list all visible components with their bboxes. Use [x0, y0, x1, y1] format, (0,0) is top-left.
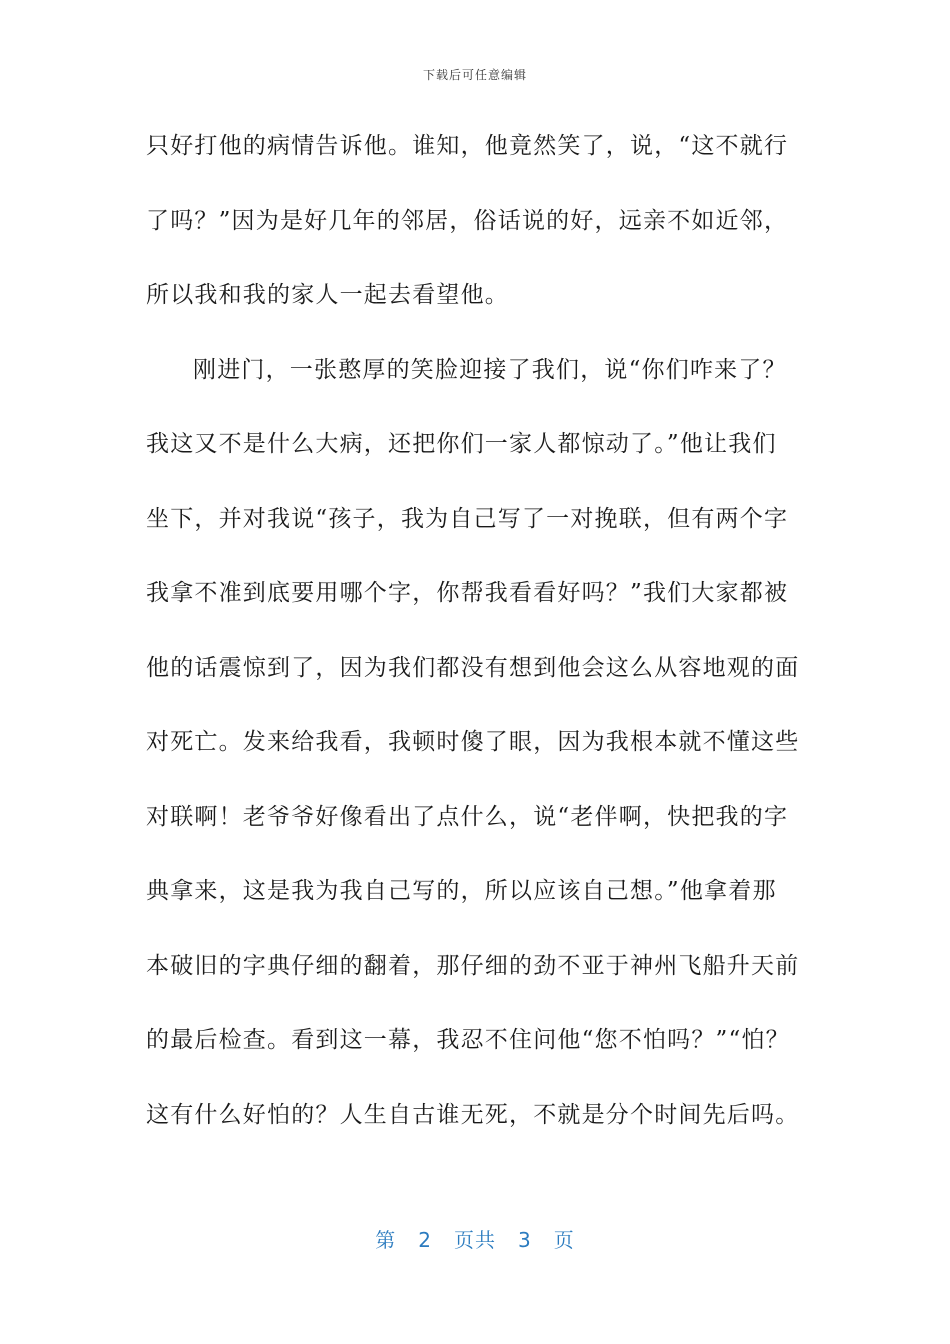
text-line: 坐下，并对我说“孩子，我为自己写了一对挽联，但有两个字 — [146, 505, 789, 532]
text-line: 只好打他的病情告诉他。谁知，他竟然笑了，说，“这不就行 — [146, 133, 789, 159]
page-footer — [0, 1224, 950, 1253]
text-line: 他的话震惊到了，因为我们都没有想到他会这么从容地观的面 — [146, 654, 800, 681]
footer-prefix: 第 — [375, 1228, 397, 1252]
text-line: 对死亡。发来给我看，我顿时傻了眼，因为我根本就不懂这些 — [146, 729, 800, 755]
text-line: 对联啊！老爷爷好像看出了点什么，说“老伴啊，快把我的字 — [146, 803, 789, 830]
footer-suffix: 页 — [553, 1228, 575, 1252]
text-line-paragraph-start: 刚进门，一张憨厚的笑脸迎接了我们，说“你们咋来了？ — [193, 356, 787, 383]
body-text — [146, 120, 826, 1163]
text-line: 这有什么好怕的？人生自古谁无死，不就是分个时间先后吗。 — [146, 1101, 800, 1128]
text-line: 所以我和我的家人一起去看望他。 — [146, 282, 509, 308]
text-line: 了吗？”因为是好几年的邻居，俗话说的好，远亲不如近邻， — [146, 207, 789, 234]
footer-middle: 页共 — [454, 1228, 496, 1252]
footer-total-pages: 3 — [518, 1228, 532, 1252]
text-line: 本破旧的字典仔细的翻着，那仔细的劲不亚于神州飞船升天前 — [146, 952, 800, 979]
text-line: 我拿不准到底要用哪个字，你帮我看看好吗？”我们大家都被 — [146, 580, 789, 606]
text-line: 典拿来，这是我为我自己写的，所以应该自己想。”他拿着那 — [146, 878, 777, 904]
page-header: 下载后可任意编辑 — [422, 68, 527, 82]
footer-current-page: 2 — [418, 1228, 432, 1252]
text-line: 的最后检查。看到这一幕，我忍不住问他“您不怕吗？”“怕？ — [146, 1027, 790, 1053]
text-line: 我这又不是什么大病，还把你们一家人都惊动了。”他让我们 — [146, 431, 777, 457]
